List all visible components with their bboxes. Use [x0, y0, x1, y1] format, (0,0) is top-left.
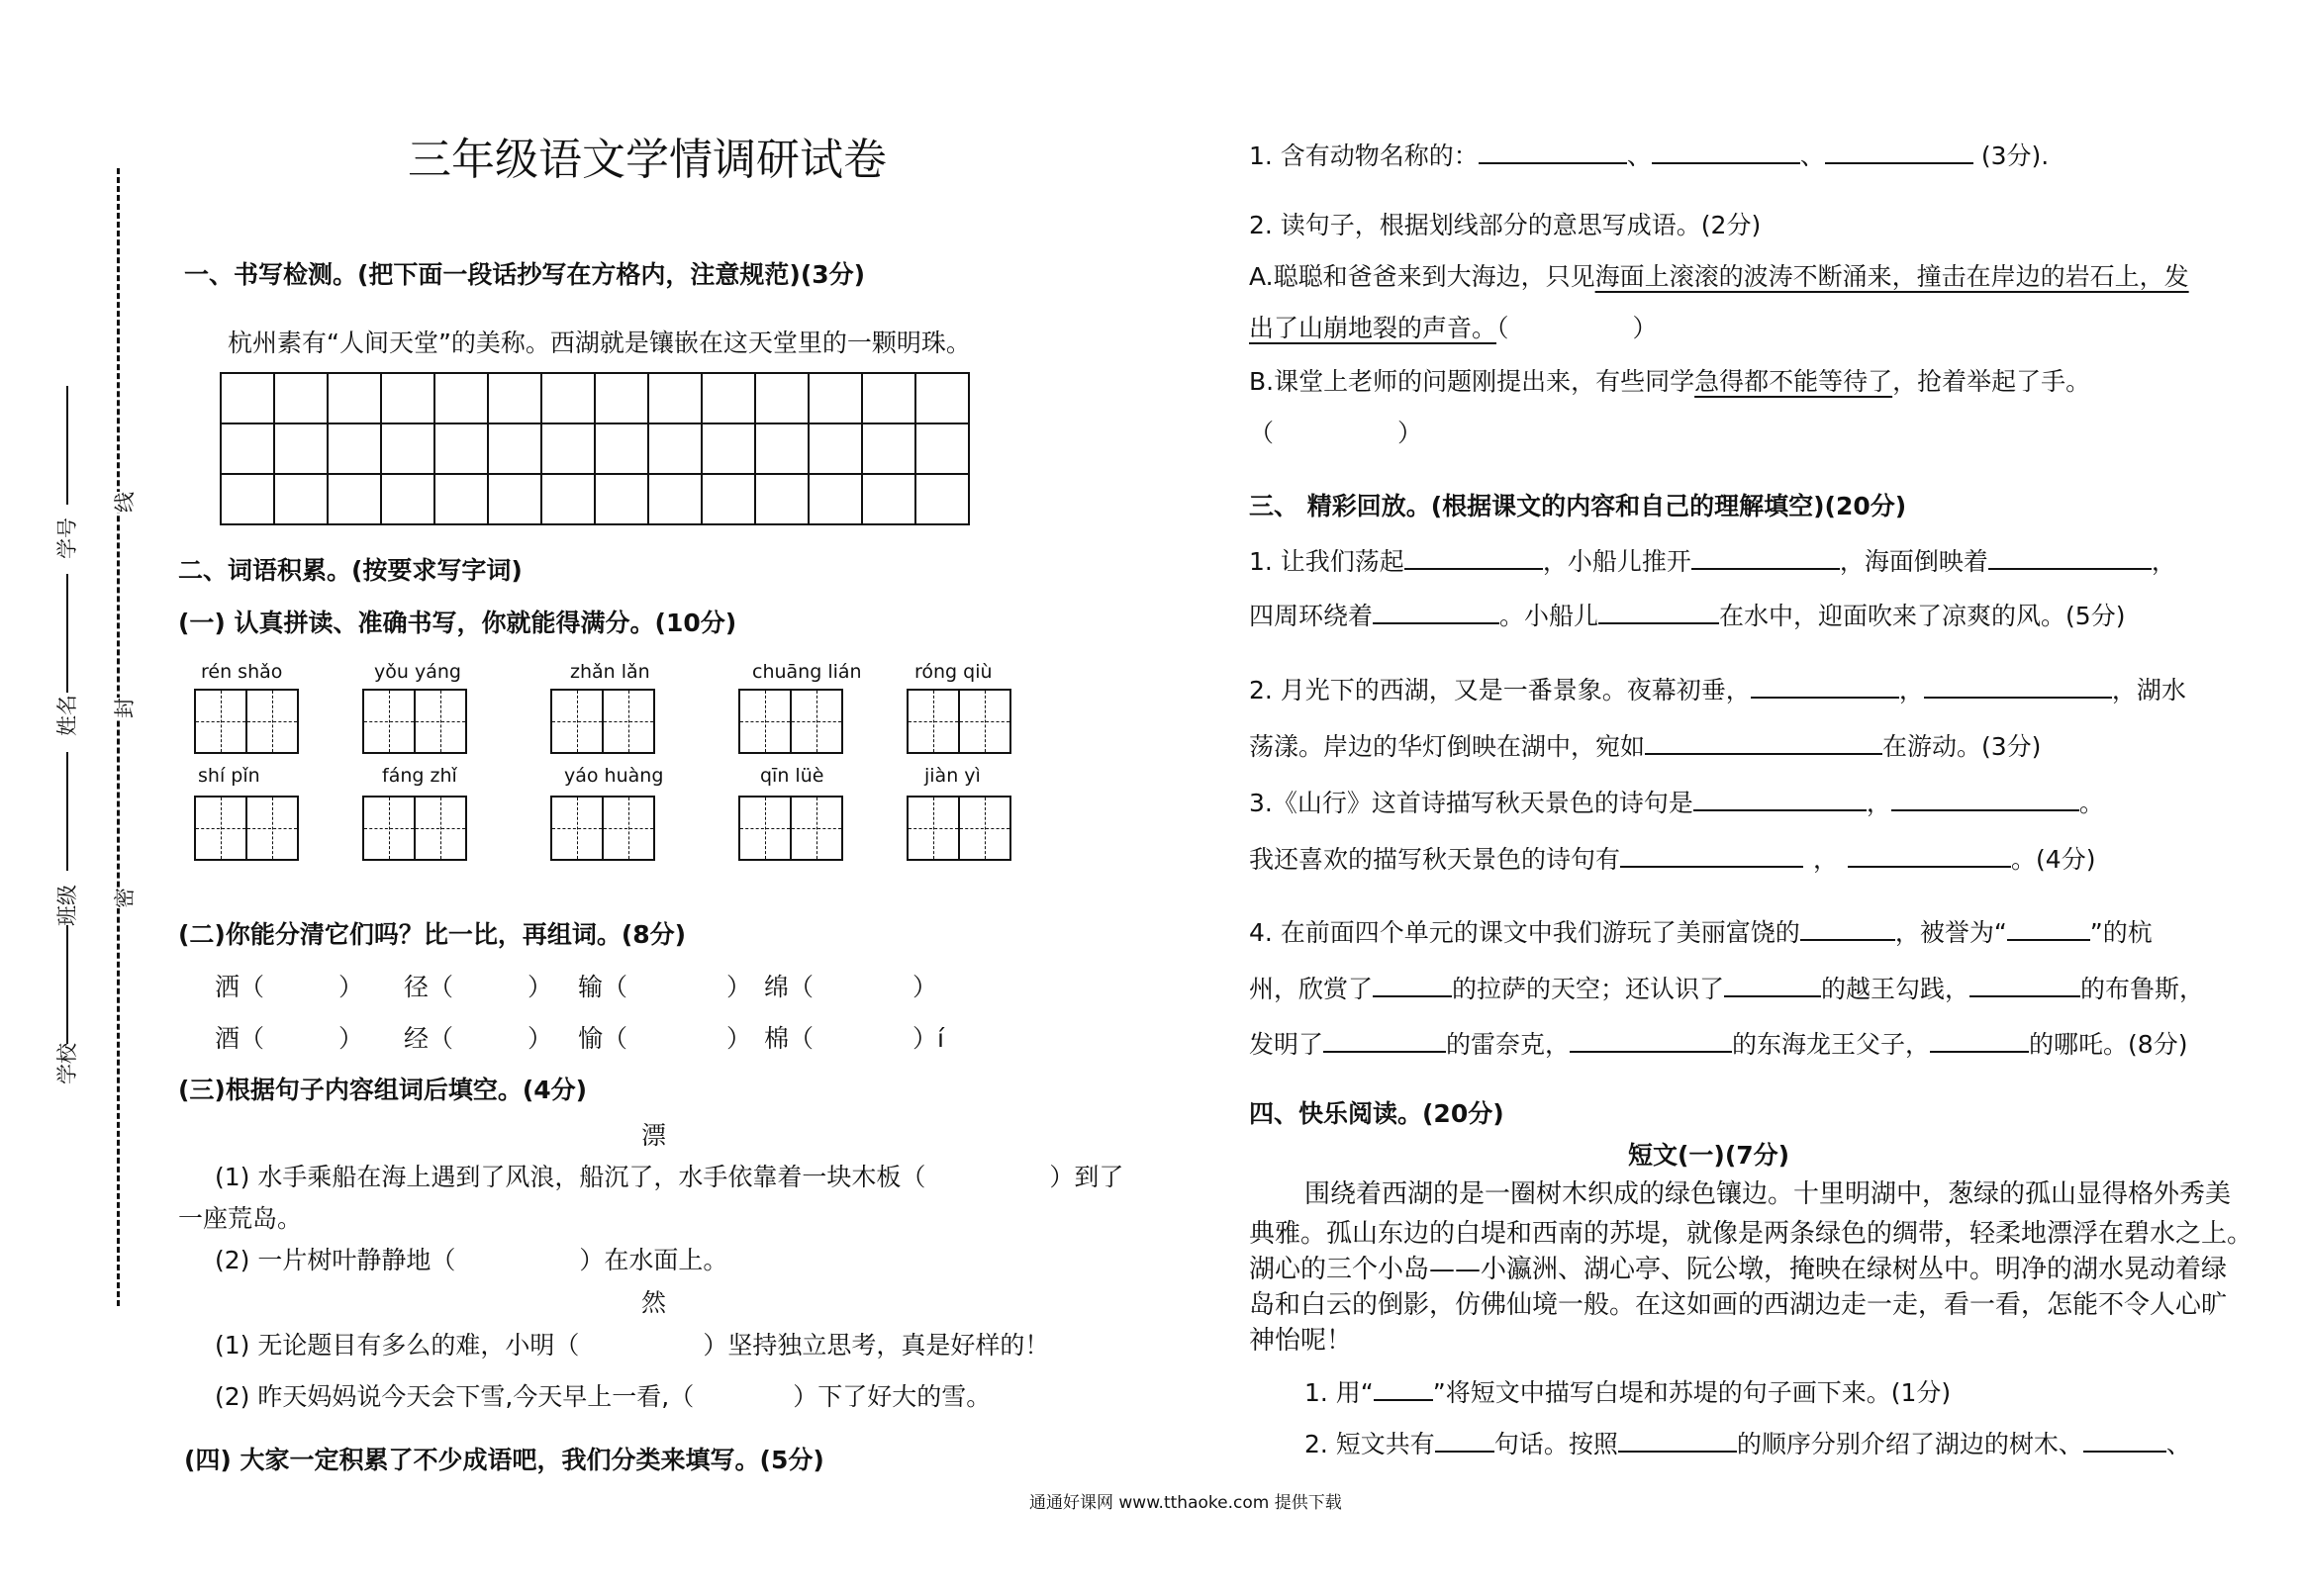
part-4-heading: (四) 大家一定积累了不少成语吧，我们分类来填写。(5分)	[184, 1446, 824, 1474]
answer-blank[interactable]	[1373, 597, 1499, 624]
q2a-pre: A.聪聪和爸爸来到大海边，只见	[1249, 262, 1595, 291]
word-pair-item[interactable]: 洒（ ）	[215, 973, 364, 1001]
s4-q2[interactable]	[1304, 1425, 2191, 1460]
tianzige-box[interactable]	[907, 796, 1011, 861]
text: ，被誉为“	[1894, 918, 2007, 947]
answer-blank[interactable]	[1693, 784, 1867, 811]
text: ，	[1813, 845, 1839, 874]
text: 的东海龙王父子，	[1732, 1030, 1931, 1059]
answer-blank[interactable]	[1691, 542, 1840, 570]
s4-q1[interactable]	[1304, 1373, 1951, 1409]
answer-blank[interactable]	[1645, 727, 1882, 755]
passage-line: 围绕着西湖的是一圈树木织成的绿色镶边。十里明湖中，葱绿的孤山显得格外秀美	[1304, 1179, 2232, 1209]
target-char: 然	[641, 1288, 667, 1317]
tianzige-box[interactable]	[550, 689, 655, 754]
side-label-id: 学号	[55, 517, 79, 559]
q1-prefix: 1. 含有动物名称的：	[1249, 141, 1479, 170]
text: 4. 在前面四个单元的课文中我们游玩了美丽富饶的	[1249, 918, 1800, 947]
word-pair-item[interactable]: 经（ ）	[404, 1024, 553, 1053]
answer-blank[interactable]	[1652, 137, 1800, 164]
text: 句话。按照	[1493, 1430, 1618, 1458]
section-2-heading: 二、词语积累。(按要求写字词)	[178, 556, 523, 585]
text: 2. 短文共有	[1304, 1430, 1435, 1458]
fill-sentence[interactable]: (1) 水手乘船在海上遇到了风浪，船沉了，水手依靠着一块木板（ ）到了	[215, 1163, 1124, 1191]
answer-blank[interactable]	[1930, 1025, 2029, 1053]
footer-credit: 通通好课网 www.tthaoke.com 提供下载	[1029, 1493, 1342, 1513]
s3-q3-line2[interactable]	[1249, 840, 2095, 876]
answer-blank[interactable]	[1969, 970, 2080, 997]
text: 的顺序分别介绍了湖边的树木、	[1736, 1430, 2083, 1458]
s3-q1-line1[interactable]	[1249, 542, 2176, 578]
text: 。小船儿	[1499, 602, 1599, 630]
q2a-underlined: 出了山崩地裂的声音。	[1249, 314, 1497, 342]
q2a-answer[interactable]: （ ）	[1496, 314, 1658, 342]
text: ，小船儿推开	[1542, 547, 1691, 576]
answer-blank[interactable]	[1800, 913, 1895, 941]
school-fill-line	[66, 925, 68, 1044]
name-fill-line	[66, 574, 68, 693]
text: 的布鲁斯，	[2080, 975, 2205, 1003]
answer-blank[interactable]	[1598, 597, 1719, 624]
answer-blank[interactable]	[1374, 1373, 1433, 1401]
sep: 、	[1799, 141, 1825, 170]
word-pair-item[interactable]: 绵（ ）	[764, 973, 938, 1001]
text: 3.《山行》这首诗描写秋天景色的诗句是	[1249, 789, 1693, 817]
text: 发明了	[1249, 1030, 1324, 1059]
text: 在游动。(3分)	[1882, 732, 2042, 761]
copy-passage: 杭州素有“人间天堂”的美称。西湖就是镶嵌在这天堂里的一颗明珠。	[228, 329, 971, 357]
text: 1. 用“	[1304, 1378, 1374, 1407]
pinyin-label: zhǎn lǎn	[570, 661, 650, 683]
text: 州，欣赏了	[1249, 975, 1374, 1003]
text: 四周环绕着	[1249, 602, 1374, 630]
pinyin-label: yáo huàng	[564, 765, 664, 787]
q2a-underlined: 海面上滚滚的波涛不断涌来，撞击在岸边的岩石上，发	[1594, 262, 2189, 291]
passage-line: 神怡呢！	[1249, 1326, 1353, 1356]
section-3-heading: 三、 精彩回放。(根据课文的内容和自己的理解填空)(20分)	[1249, 492, 1907, 520]
sep: 、	[1626, 141, 1652, 170]
word-pair-item[interactable]: 酒（ ）	[215, 1024, 364, 1053]
passage-line: 典雅。孤山东边的白堤和西南的苏堤，就像是两条绿色的绸带，轻柔地漂浮在碧水之上。	[1249, 1219, 2254, 1249]
fill-sentence-cont: 一座荒岛。	[178, 1204, 303, 1233]
s3-q2-line1[interactable]	[1249, 671, 2186, 706]
text: 的拉萨的天空；还认识了	[1452, 975, 1725, 1003]
part-3-heading: (三)根据句子内容组词后填空。(4分)	[178, 1076, 588, 1104]
text: 2. 月光下的西湖，又是一番景象。夜幕初垂，	[1249, 676, 1751, 704]
q2b-answer[interactable]: （ ）	[1249, 419, 1423, 447]
q2b-underlined: 急得都不能等待了	[1694, 367, 1893, 396]
s3-q3-line1[interactable]	[1249, 784, 2104, 819]
tianzige-box[interactable]	[738, 689, 843, 754]
part-2-heading: (二)你能分清它们吗？比一比，再组词。(8分)	[178, 920, 687, 949]
text: 。(4分)	[2011, 845, 2096, 874]
answer-blank[interactable]	[1988, 542, 2152, 570]
q2-heading: 2. 读句子，根据划线部分的意思写成语。(2分)	[1249, 211, 1762, 239]
text: 1. 让我们荡起	[1249, 547, 1404, 576]
pinyin-label: jiàn yì	[924, 765, 981, 787]
binding-dashed-line	[117, 168, 120, 1306]
q2-sentence-a	[1249, 257, 2189, 293]
side-label-feng: 封	[109, 698, 139, 718]
tianzige-box[interactable]	[362, 689, 467, 754]
class-fill-line	[66, 752, 68, 871]
section-1-heading: 一、书写检测。(把下面一段话抄写在方格内，注意规范)(3分)	[184, 260, 866, 289]
answer-blank[interactable]	[1825, 137, 1973, 164]
pinyin-label: róng qiù	[914, 661, 993, 683]
answer-blank[interactable]	[1435, 1425, 1494, 1453]
answer-blank[interactable]	[1479, 137, 1627, 164]
word-pair-item[interactable]: 棉（ ）í	[764, 1024, 944, 1053]
q1-animal-idioms[interactable]	[1249, 137, 2049, 172]
part-1-heading: (一) 认真拼读、准确书写，你就能得满分。(10分)	[178, 609, 737, 637]
text: 。	[2078, 789, 2104, 817]
fill-sentence[interactable]: (2) 昨天妈妈说今天会下雪,今天早上一看,（ ）下了好大的雪。	[215, 1382, 992, 1411]
answer-blank[interactable]	[1373, 970, 1452, 997]
writing-grid[interactable]	[220, 372, 970, 525]
tianzige-box[interactable]	[907, 689, 1011, 754]
answer-blank[interactable]	[1924, 671, 2112, 699]
tianzige-box[interactable]	[738, 796, 843, 861]
answer-blank[interactable]	[1323, 1025, 1446, 1053]
word-pair-item[interactable]: 愉（ ）	[578, 1024, 752, 1053]
answer-blank[interactable]	[1570, 1025, 1732, 1053]
pinyin-label: shí pǐn	[198, 765, 260, 787]
tianzige-box[interactable]	[194, 796, 299, 861]
text: ，	[1866, 789, 1891, 817]
q2-sentence-b	[1249, 362, 2090, 398]
answer-blank[interactable]	[1620, 840, 1803, 868]
text: 、	[2165, 1430, 2191, 1458]
tianzige-box[interactable]	[550, 796, 655, 861]
text: 的越王勾践，	[1821, 975, 1970, 1003]
s3-q1-line2[interactable]	[1249, 597, 2125, 632]
passage-line: 湖心的三个小岛——小瀛洲、湖心亭、阮公墩，掩映在绿树丛中。明净的湖水晃动着绿	[1249, 1255, 2228, 1284]
s3-q2-line2[interactable]	[1249, 727, 2041, 763]
passage-1-title: 短文(一)(7分)	[1628, 1141, 1790, 1170]
pinyin-label: fáng zhǐ	[382, 765, 457, 787]
answer-blank[interactable]	[1848, 840, 2011, 868]
answer-blank[interactable]	[1404, 542, 1543, 570]
text: ”将短文中描写白堤和苏堤的句子画下来。(1分)	[1432, 1378, 1952, 1407]
word-pair-item[interactable]: 输（ ）	[578, 973, 752, 1001]
fill-sentence[interactable]: (2) 一片树叶静静地（ ）在水面上。	[215, 1246, 728, 1274]
side-label-mi: 密	[109, 888, 139, 908]
text: 荡漾。岸边的华灯倒映在湖中，宛如	[1249, 732, 1646, 761]
pinyin-label: rén shǎo	[201, 661, 283, 683]
target-char: 漂	[641, 1121, 667, 1150]
s3-q4-line2[interactable]	[1249, 970, 2204, 1005]
side-label-class: 班级	[55, 885, 79, 926]
answer-blank[interactable]	[1891, 784, 2079, 811]
answer-blank[interactable]	[1751, 671, 1899, 699]
text: ，	[2151, 547, 2176, 576]
page-title: 三年级语文学情调研试卷	[408, 135, 887, 185]
word-pair-item[interactable]: 径（ ）	[404, 973, 553, 1001]
pinyin-label: yǒu yáng	[374, 661, 461, 683]
text: 的哪吒。(8分)	[2029, 1030, 2188, 1059]
answer-blank[interactable]	[1618, 1425, 1737, 1453]
side-label-xian: 线	[109, 492, 139, 513]
tianzige-box[interactable]	[194, 689, 299, 754]
passage-line: 岛和白云的倒影，仿佛仙境一般。在这如画的西湖边走一走，看一看，怎能不令人心旷	[1249, 1290, 2228, 1320]
section-4-heading: 四、快乐阅读。(20分)	[1249, 1099, 1504, 1128]
q1-suffix: (3分).	[1980, 141, 2050, 170]
answer-blank[interactable]	[2007, 913, 2090, 941]
text: ”的杭	[2089, 918, 2153, 947]
fill-sentence[interactable]: (1) 无论题目有多么的难，小明（ ）坚持独立思考，真是好样的！	[215, 1331, 1050, 1360]
s3-q4-line1[interactable]	[1249, 913, 2153, 949]
q2b-pre: B.课堂上老师的问题刚提出来，有些同学	[1249, 367, 1695, 396]
id-fill-line	[66, 386, 68, 505]
side-label-name: 姓名	[55, 695, 79, 736]
text: 在水中，迎面吹来了凉爽的风。(5分)	[1719, 602, 2126, 630]
text: ，海面倒映着	[1839, 547, 1988, 576]
s3-q4-line3[interactable]	[1249, 1025, 2187, 1061]
tianzige-box[interactable]	[362, 796, 467, 861]
pinyin-label: qīn lüè	[760, 765, 824, 787]
side-label-school: 学校	[55, 1043, 79, 1084]
text: 我还喜欢的描写秋天景色的诗句有	[1249, 845, 1621, 874]
pinyin-label: chuāng lián	[752, 661, 862, 683]
q2b-post: ，抢着举起了手。	[1892, 367, 2091, 396]
answer-blank[interactable]	[2083, 1425, 2166, 1453]
text: ，湖水	[2111, 676, 2186, 704]
text: ，	[1898, 676, 1924, 704]
text: 的雷奈克，	[1446, 1030, 1571, 1059]
answer-blank[interactable]	[1724, 970, 1821, 997]
q2-sentence-a-cont[interactable]	[1249, 309, 1658, 344]
